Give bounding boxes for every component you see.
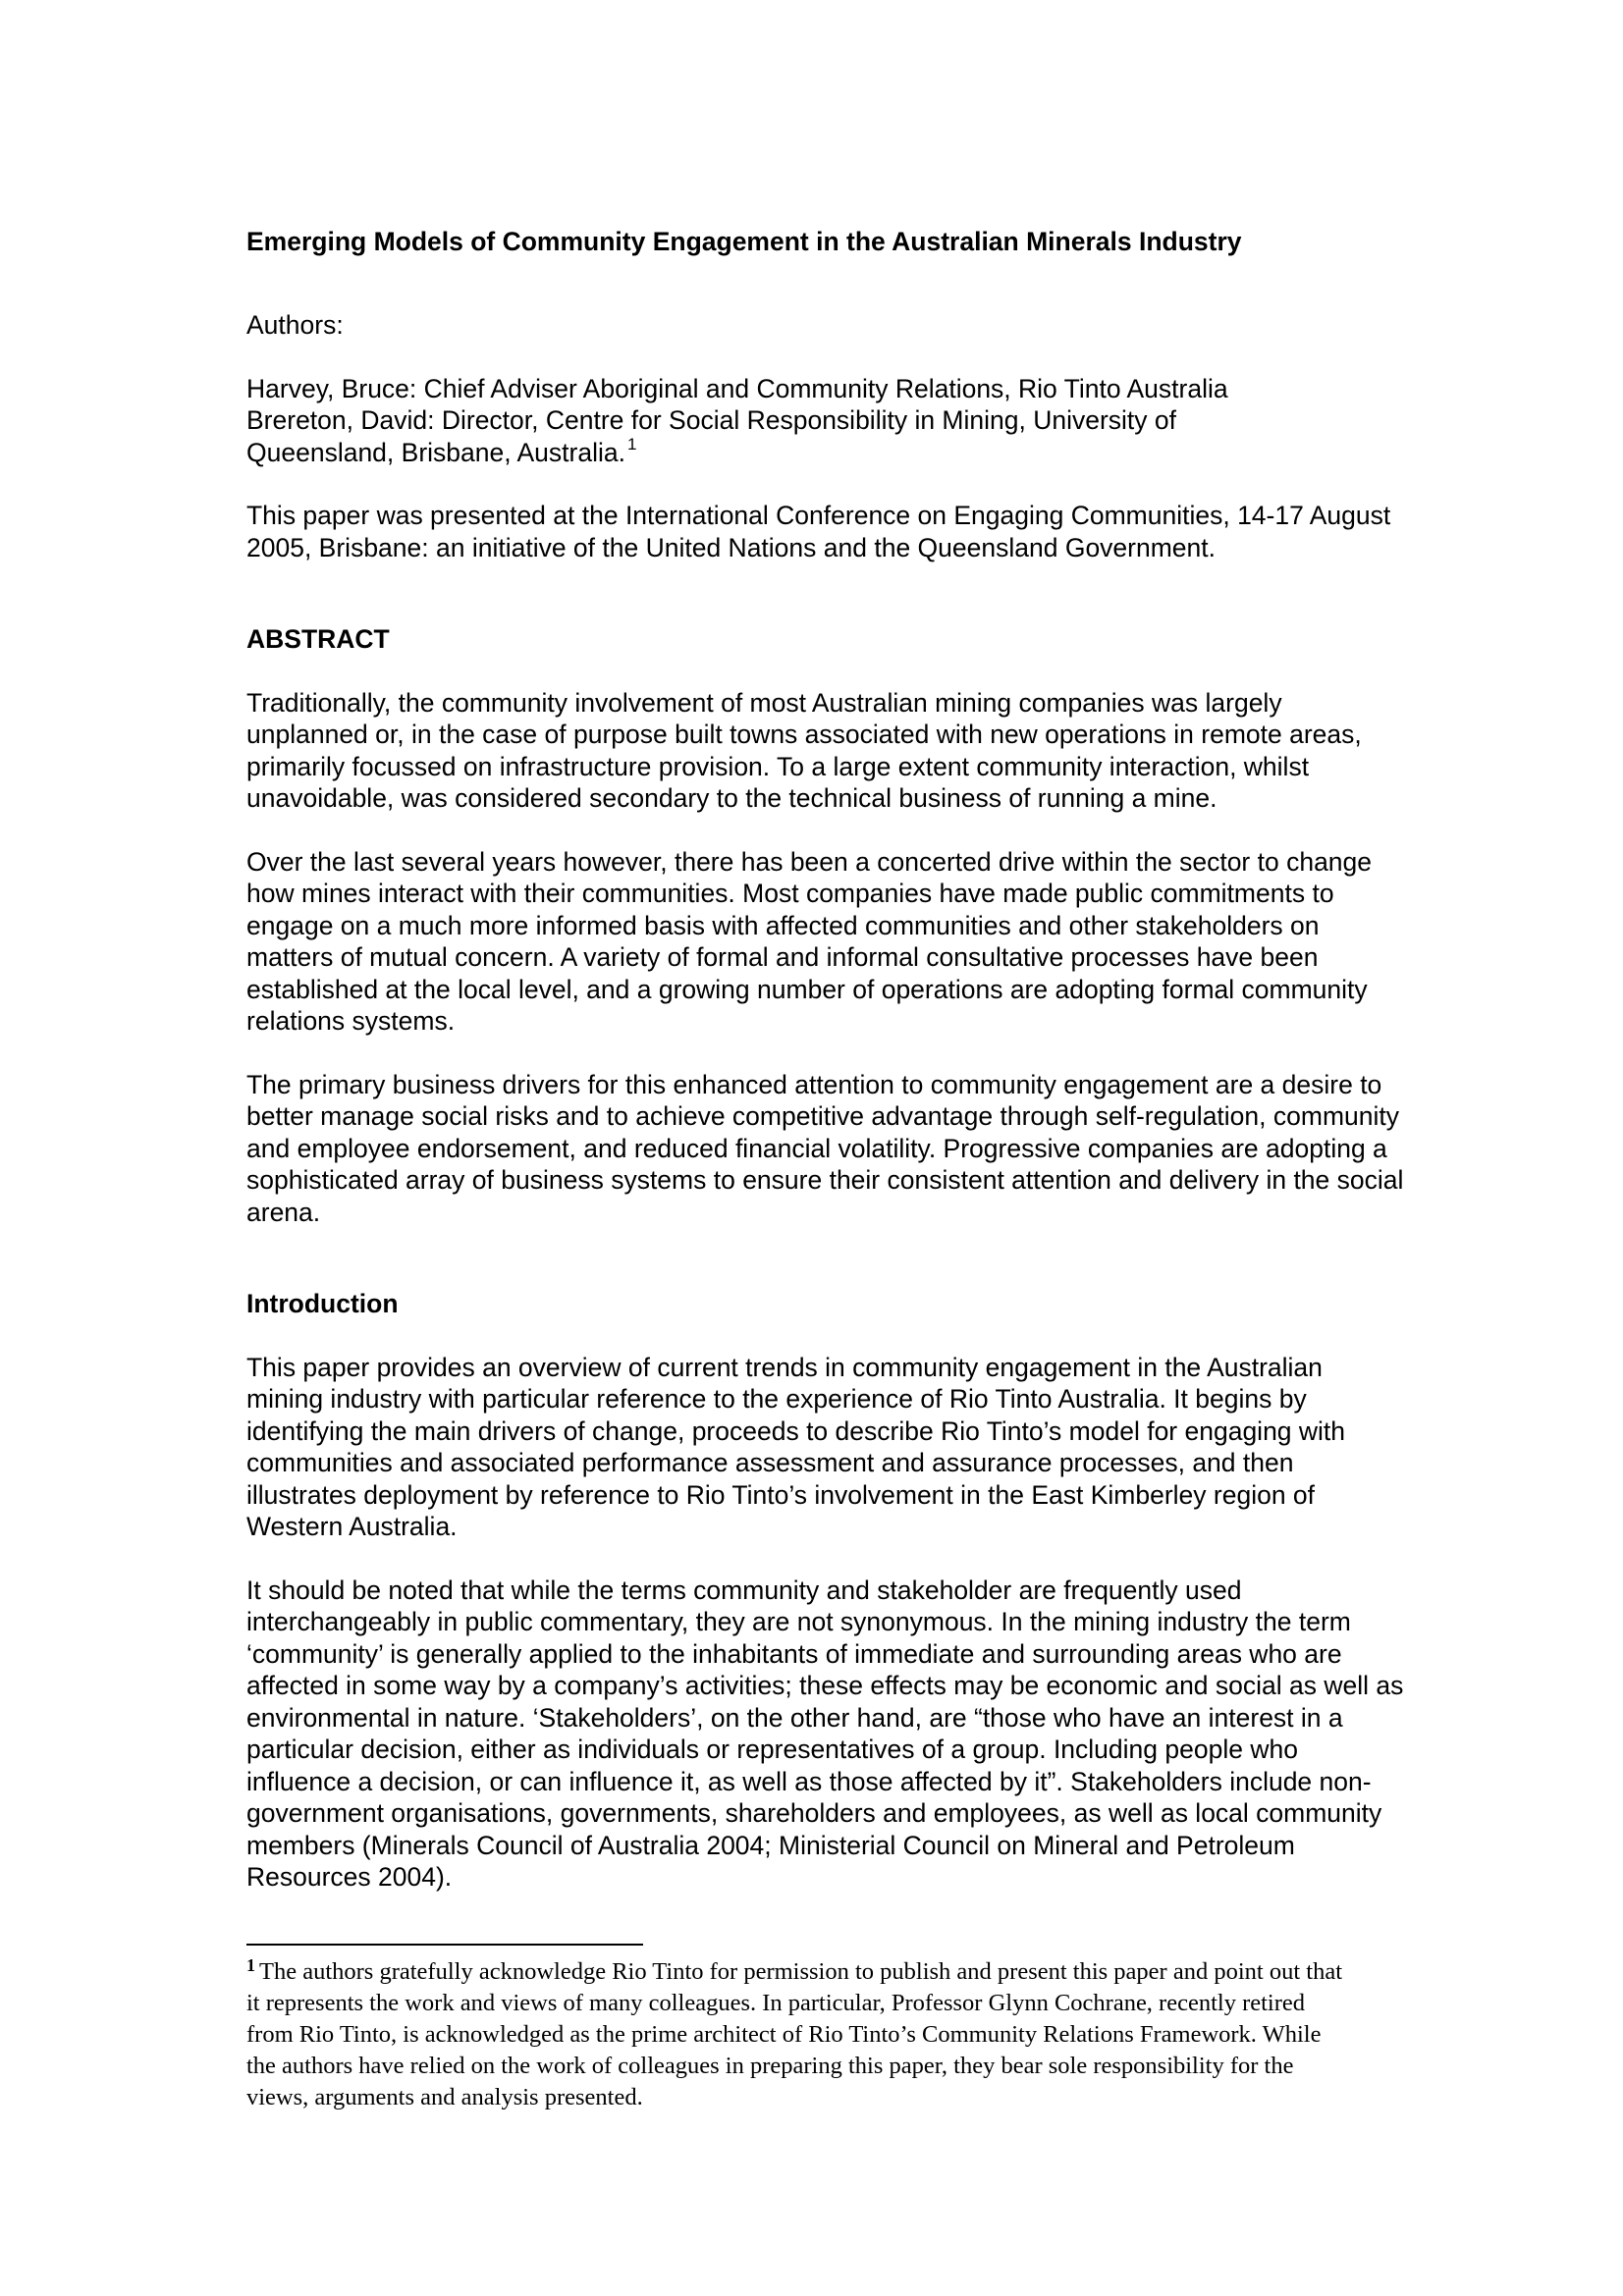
author-affiliation-continued [246, 434, 1405, 469]
abstract-paragraph: The primary business drivers for this enhanced attention to community engagement are a desire to better manage social risks and to achieve competitive advantage through self-regulation, community and employee endorsement, and reduced financial volatility. Progressive companies are adopting a sophisticated array of business systems to ensure their consistent attention and delivery in the social arena. [246, 1069, 1404, 1227]
authors-label: Authors: [246, 310, 344, 340]
author-harvey: Harvey, Bruce: Chief Adviser Aboriginal and Community Relations, Rio Tinto Australia [246, 373, 1228, 403]
abstract-paragraph: Over the last several years however, there has been a concerted drive within the sector to change how mines interact with their communities. Most companies have made public commitments to engage on a much more informed basis with affected communities and other stakeholders on matters of mutual concern. A variety of formal and informal consultative processes have been established at the local level, and a growing number of operations are adopting formal community relations systems. [246, 846, 1373, 1036]
document-body [246, 226, 1405, 1925]
introduction-paragraph: This paper provides an overview of current trends in community engagement in the Australian mining industry with particular reference to the experience of Rio Tinto Australia. It begins by identifying the main drivers of change, proceeds to describe Rio Tinto’s model for engaging with communities and associated performance assessment and assurance processes, and then illustrates deployment by reference to Rio Tinto’s involvement in the East Kimberley region of Western Australia. [246, 1352, 1346, 1541]
author-affiliation-text: Queensland, Brisbane, Australia. [246, 437, 625, 467]
footnote-text: The authors gratefully acknowledge Rio Tinto for permission to publish and present this paper and point out that it represents the work and views of many colleagues. In particular, Professor Glynn Cochrane, recently retired from Rio Tinto, is acknowledged as the prime architect of Rio Tinto’s Community Relations Framework. While the authors have relied on the work of colleagues in preparing this paper, they bear sole responsibility for the views, arguments and analysis presented. [246, 1958, 1343, 2110]
introduction-heading: Introduction [246, 1289, 399, 1318]
footnote-reference[interactable]: 1 [626, 434, 637, 454]
footnote [246, 1956, 1346, 2113]
footnote-divider [246, 1944, 643, 1946]
abstract-heading: ABSTRACT [246, 624, 390, 654]
presentation-note: This paper was presented at the International Conference on Engaging Communities, 14-17 August 2005, Brisbane: an initiative of the United Nations and the Queensland Government. [246, 501, 1391, 562]
paper-title: Emerging Models of Community Engagement in the Australian Minerals Industry [246, 227, 1242, 256]
authors-block [246, 373, 1405, 469]
author-brereton: Brereton, David: Director, Centre for Social Responsibility in Mining, University of [246, 405, 1177, 435]
introduction-paragraph: It should be noted that while the terms community and stakeholder are frequently used interchangeably in public commentary, they are not synonymous. In the mining industry the term ‘community’ is generally applied to the inhabitants of immediate and surrounding areas who are affected in some way by a company’s activities; these effects may be economic and social as well as environmental in nature. ‘Stakeholders’, on the other hand, are “those who have an interest in a particular decision, either as individuals or representatives of a group. Including people who influence a decision, or can influence it, as well as those affected by it”. Stakeholders include non-government organisations, governments, shareholders and employees, as well as local community members (Minerals Council of Australia 2004; Ministerial Council on Mineral and Petroleum Resources 2004). [246, 1575, 1404, 1892]
abstract-paragraph: Traditionally, the community involvement of most Australian mining companies was largely unplanned or, in the case of purpose built towns associated with new operations in remote areas, primarily focussed on infrastructure provision. To a large extent community interaction, whilst unavoidable, was considered secondary to the technical business of running a mine. [246, 687, 1362, 813]
footnote-mark: 1 [246, 1955, 255, 1975]
